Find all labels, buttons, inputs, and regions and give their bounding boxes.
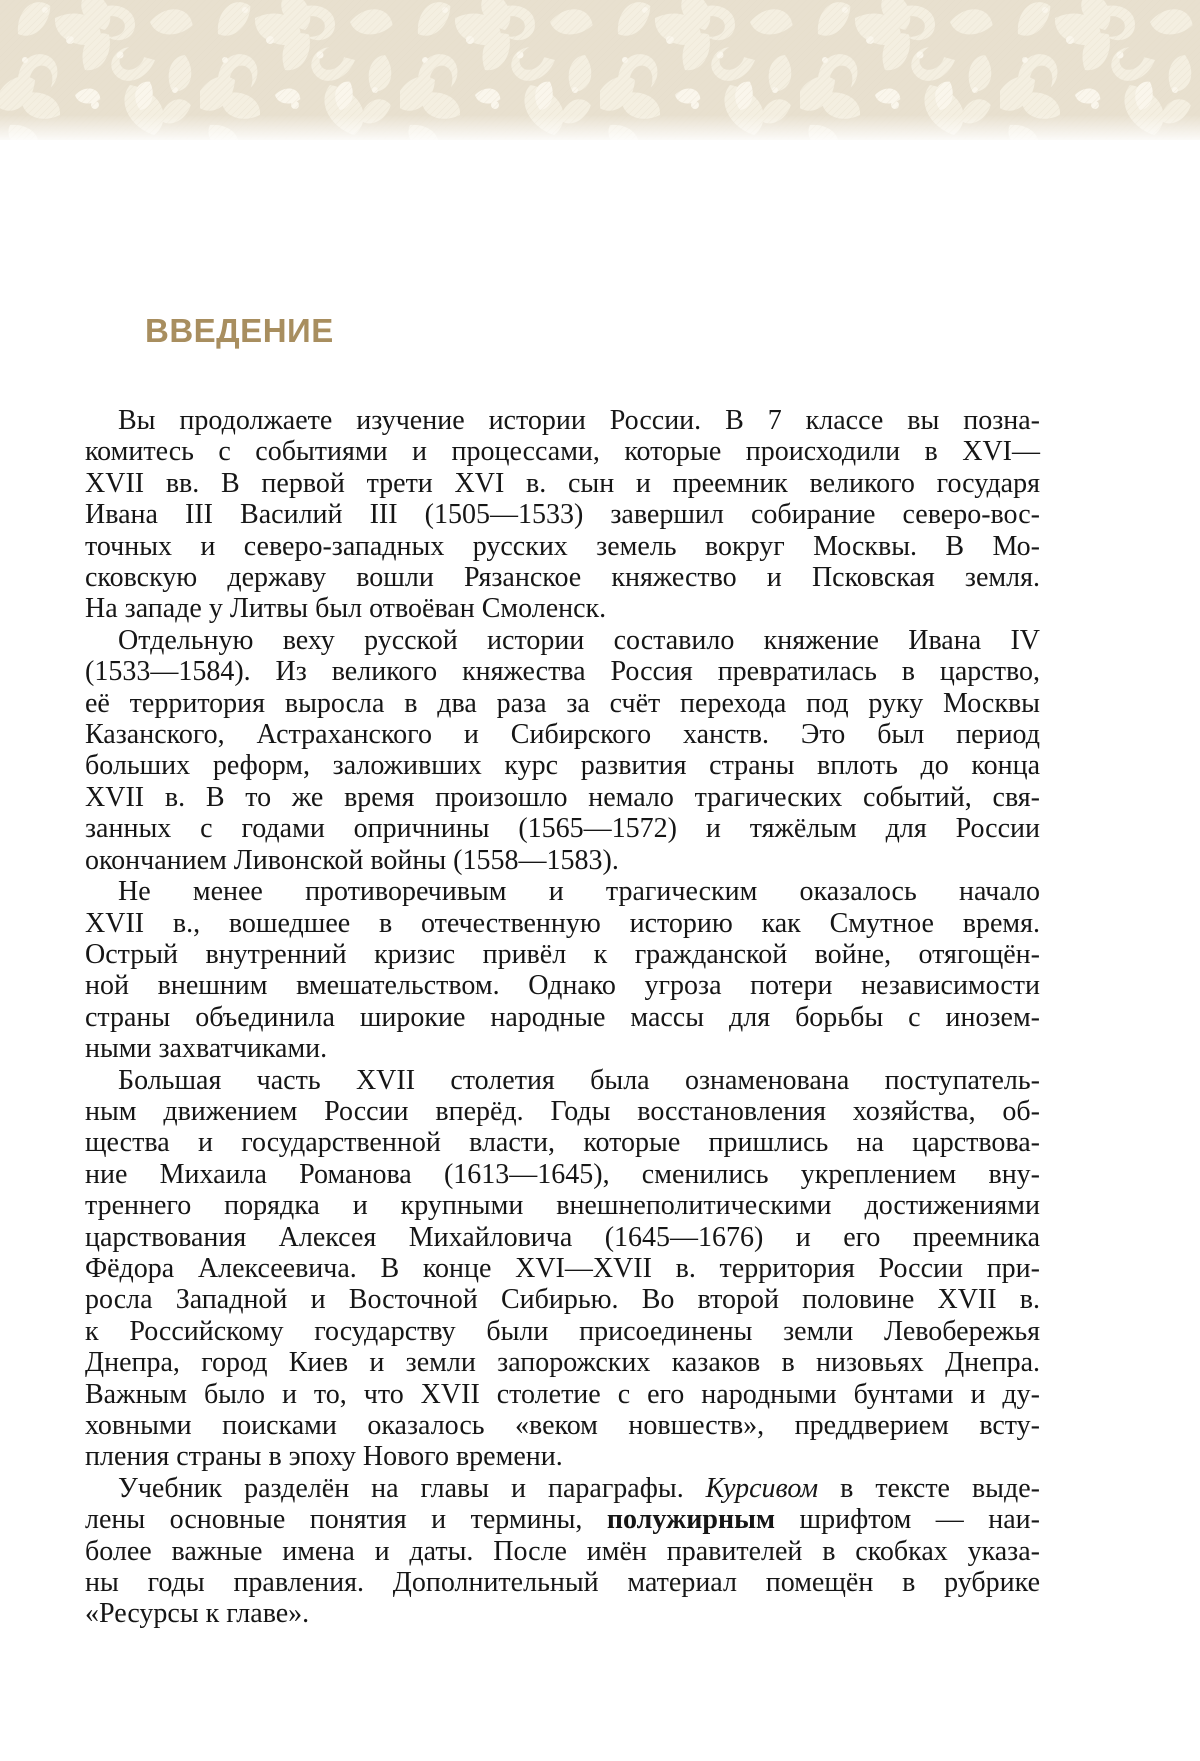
italic-term: Курсивом (705, 1472, 819, 1504)
text-line: страны объединила широкие народные массы для борьбы с инозем- (85, 1001, 1040, 1033)
text-line: точных и северо-западных русских земель вокруг Москвы. В Мо- (85, 530, 1040, 562)
text-line: комитесь с событиями и процессами, которые происходили в XVI— (85, 436, 1040, 468)
text-line: её территория выросла в два раза за счёт перехода под руку Москвы (85, 687, 1040, 719)
paragraph (85, 1473, 1040, 1630)
paragraph (85, 1065, 1040, 1473)
text-line: ной внешним вмешательством. Однако угроза потери независимости (85, 970, 1040, 1002)
text-line: царствования Алексея Михайловича (1645—1676) и его преемника (85, 1221, 1040, 1253)
text-line: Большая часть XVII столетия была ознаменована поступатель- (118, 1064, 1040, 1096)
paragraph (85, 405, 1040, 625)
paragraph (85, 876, 1040, 1064)
text-line: ны годы правления. Дополнительный материал помещён в рубрике (85, 1567, 1040, 1599)
text-line: ние Михаила Романова (1613—1645), сменились укреплением вну- (85, 1158, 1040, 1190)
text-line (85, 1473, 1040, 1504)
text-line: Ивана III Василий III (1505—1533) завершил собирание северо-вос- (85, 499, 1040, 531)
text-line: сковскую державу вошли Рязанское княжество и Псковская земля. (85, 562, 1040, 594)
text-line: больших реформ, заложивших курс развития страны вплоть до конца (85, 750, 1040, 782)
text-line: На западе у Литвы был отвоёван Смоленск. (85, 593, 607, 625)
text-line: более важные имена и даты. После имён правителей в скобках указа- (85, 1535, 1040, 1567)
text-line: (1533—1584). Из великого княжества Россия превратилась в царство, (85, 656, 1040, 688)
text-segment: в тексте выде- (818, 1472, 1040, 1504)
text-segment: лены основные понятия и термины, (85, 1504, 607, 1536)
text-line: щества и государственной власти, которые пришлись на царствова- (85, 1127, 1040, 1159)
text-line: Важным было и то, что XVII столетие с его народными бунтами и ду- (85, 1378, 1040, 1410)
text-line: «Ресурсы к главе». (85, 1598, 310, 1630)
text-line: Вы продолжаете изучение истории России. В 7 классе вы позна- (118, 405, 1040, 436)
text-line: Фёдора Алексеевича. В конце XVI—XVII в. территория России при- (85, 1252, 1040, 1284)
page-title: ВВЕДЕНИЕ (145, 312, 334, 349)
text-line (85, 1504, 1040, 1535)
text-segment: Учебник разделён на главы и параграфы. (118, 1472, 706, 1504)
text-line: Острый внутренний кризис привёл к гражданской войне, отягощён- (85, 938, 1040, 970)
damask-pattern-banner (0, 0, 1200, 140)
text-line: ным движением России вперёд. Годы восстановления хозяйства, об- (85, 1095, 1040, 1127)
text-segment: шрифтом — наи- (775, 1504, 1040, 1536)
text-line: Днепра, город Киев и земли запорожских казаков в низовьях Днепра. (85, 1347, 1040, 1379)
text-line: XVII вв. В первой трети XVI в. сын и преемник великого государя (85, 467, 1040, 499)
bold-term: полужирным (606, 1504, 776, 1536)
text-line: Не менее противоречивым и трагическим оказалось начало (118, 876, 1040, 908)
text-line: ховными поисками оказалось «веком новшеств», преддверием всту- (85, 1410, 1040, 1441)
paragraph (85, 625, 1040, 876)
text-line: занных с годами опричнины (1565—1572) и тяжёлым для России (85, 813, 1040, 845)
text-line: ными захватчиками. (85, 1033, 328, 1065)
text-line: треннего порядка и крупными внешнеполитическими достижениями (85, 1190, 1040, 1222)
text-line: росла Западной и Восточной Сибирью. Во второй половине XVII в. (85, 1284, 1040, 1316)
text-line: окончанием Ливонской войны (1558—1583). (85, 844, 619, 876)
text-line: Казанского, Астраханского и Сибирского ханств. Это был период (85, 719, 1040, 751)
text-line: XVII в. В то же время произошло немало трагических событий, свя- (85, 781, 1040, 813)
body-text (85, 405, 1040, 1630)
text-line: к Российскому государству были присоединены земли Левобережья (85, 1315, 1040, 1347)
text-line: пления страны в эпоху Нового времени. (85, 1441, 563, 1473)
text-line: XVII в., вошедшее в отечественную историю как Смутное время. (85, 907, 1040, 939)
text-line: Отдельную веху русской истории составило княжение Ивана IV (118, 624, 1040, 656)
